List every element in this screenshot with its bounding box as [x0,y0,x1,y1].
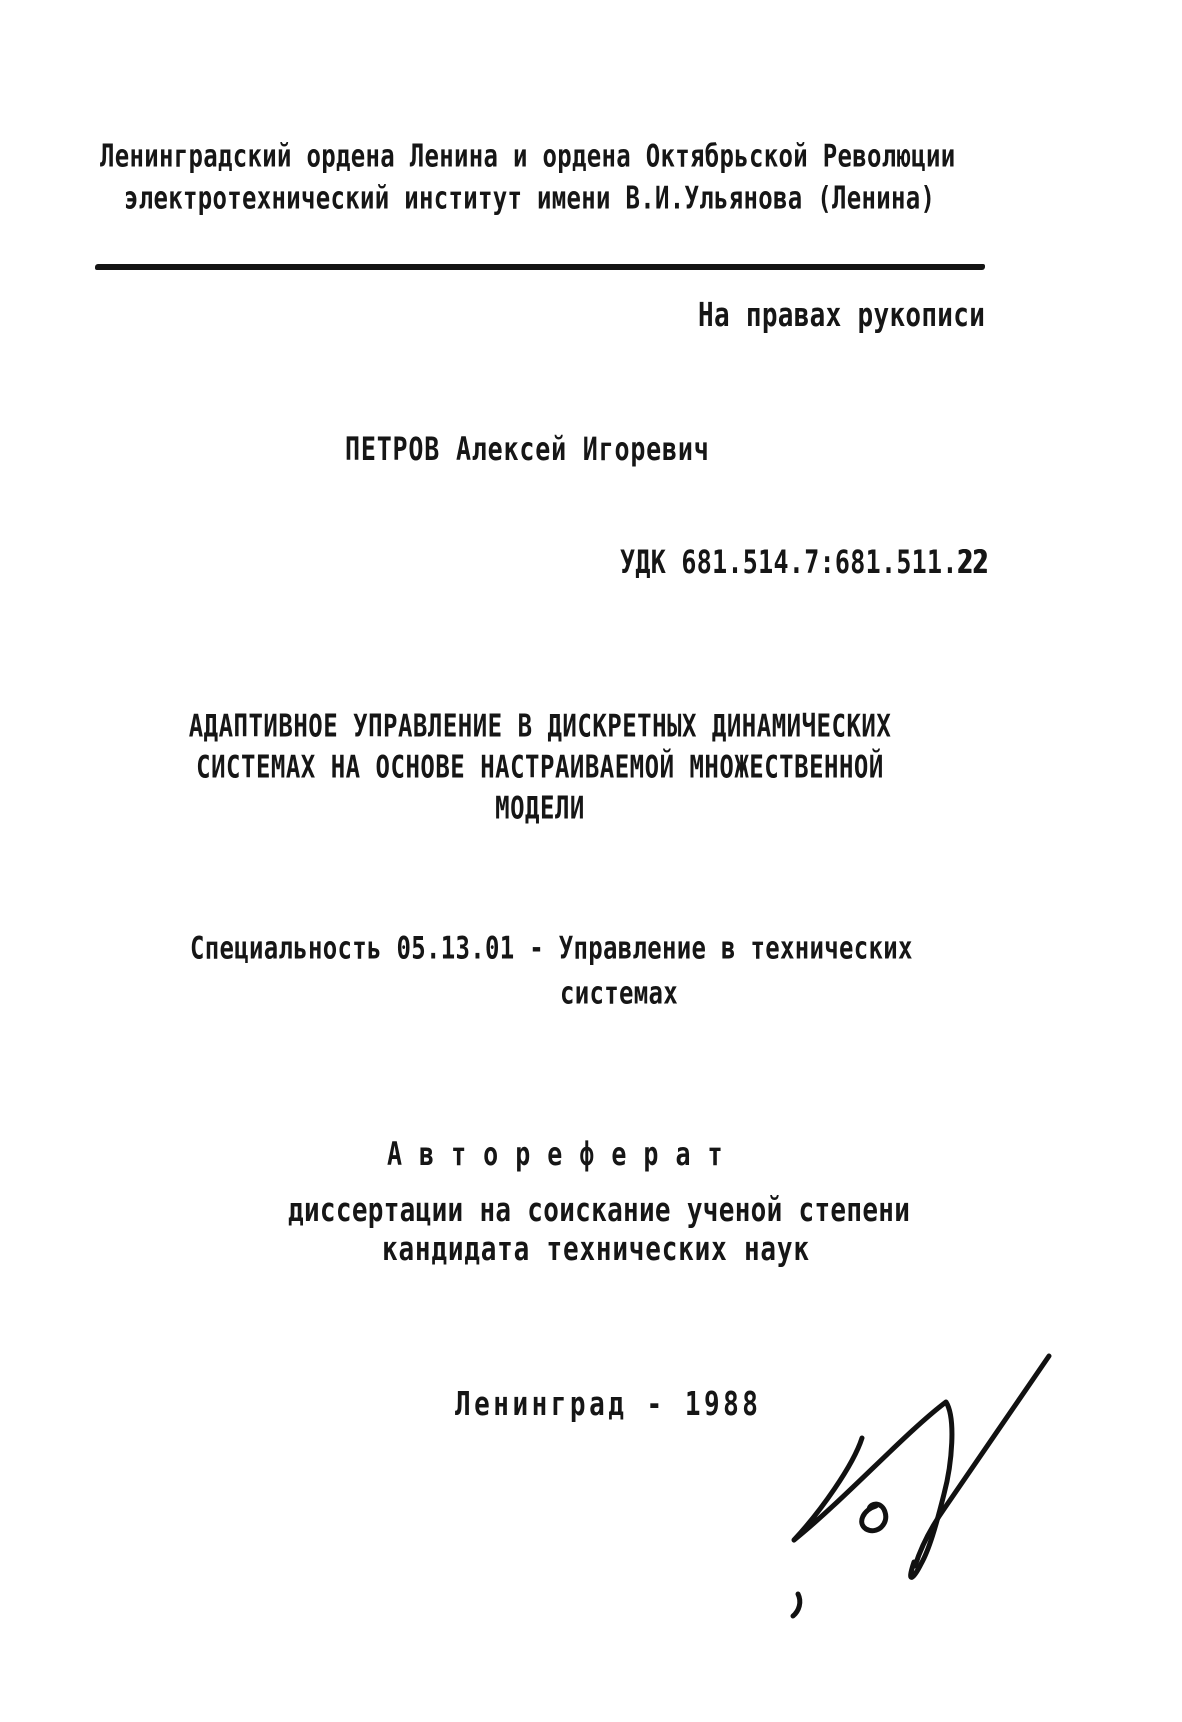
abstract-line-2: кандидата технических наук [382,1230,810,1269]
title-line-1: АДАПТИВНОЕ УПРАВЛЕНИЕ В ДИСКРЕТНЫХ ДИНАМИЧЕСКИХ [188,708,892,745]
udc-number-suffix: 22 [957,543,989,581]
handwritten-signature [758,1326,1080,1662]
institution-line-2: электротехнический институт имени В.И.Ульянова (Ленина) [124,180,936,217]
udc-number [620,543,989,581]
horizontal-rule [95,264,985,270]
manuscript-rights-note: На правах рукописи [698,296,986,335]
dissertation-title [95,706,985,829]
signature-stroke-comma [793,1594,800,1616]
institution-line-1: Ленинградский ордена Ленина и ордена Октябрьской Революции [100,138,956,175]
signature-stroke-zigzag [794,1402,952,1577]
author-name: ПЕТРОВ Алексей Игоревич [345,430,710,468]
specialty-line-1: Специальность 05.13.01 - Управление в технических [190,930,913,967]
title-line-2: СИСТЕМАХ НА ОСНОВЕ НАСТРАИВАЕМОЙ МНОЖЕСТВЕННОЙ [196,749,884,786]
signature-stroke-loop [862,1504,886,1531]
abstract-heading: Автореферат [387,1135,740,1173]
abstract-line-1: диссертации на соискание ученой степени [288,1191,911,1230]
title-line-3: МОДЕЛИ [495,790,585,827]
udc-number-prefix: УДК 681.514.7:681.511. [620,543,958,581]
specialty-line-2: системах [560,975,678,1012]
city-year: Ленинград - 1988 [455,1385,762,1424]
